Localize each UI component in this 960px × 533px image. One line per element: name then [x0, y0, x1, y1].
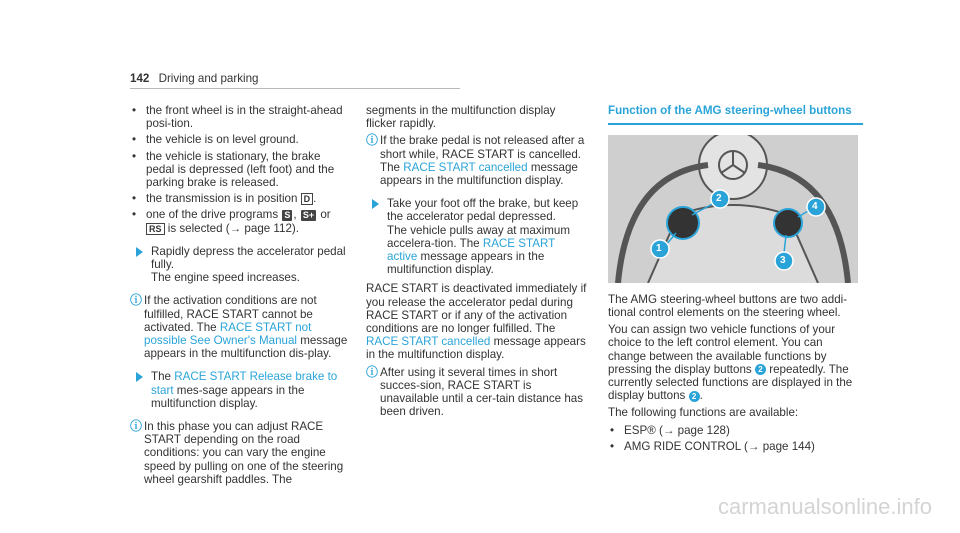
- page-number: 142: [130, 72, 150, 85]
- list-item: • the transmission is in position D .: [130, 192, 348, 205]
- callout-4: 4: [812, 200, 818, 212]
- info-icon: ⓘ: [366, 133, 379, 148]
- list-item: • one of the drive programs S , S+ or RS is selected (→ page 112).: [130, 208, 348, 234]
- note-item: ⓘ If the activation conditions are not fulfilled, RACE START cannot be activated. The RACE START not possible See Owner's Manual message appears in the multifunction dis-play.: [130, 293, 348, 361]
- callout-2: 2: [716, 192, 722, 204]
- note-item: ⓘ In this phase you can adjust RACE START depending on the road conditions: you can vary the engine speed by pulling on one of the steering wheel gearshift paddles. The: [130, 419, 344, 486]
- drive-program-race-icon: RS: [146, 223, 165, 235]
- display-button-2-icon: 2: [689, 391, 700, 402]
- right-column: [608, 104, 863, 456]
- section-divider: [608, 123, 863, 125]
- section-title: Function of the AMG steering-wheel buttons: [608, 104, 852, 117]
- page-header: [130, 72, 258, 85]
- step-arrow-icon: [136, 372, 143, 382]
- middle-column: [366, 104, 588, 421]
- info-icon: ⓘ: [130, 293, 143, 308]
- display-button-2-icon: 2: [755, 364, 766, 375]
- drive-program-s-icon: S: [284, 209, 291, 220]
- callout-3: 3: [780, 254, 786, 266]
- note-item: ⓘ After using it several times in short succes-sion, RACE START is unavailable until a cer-tain distance has been driven.: [366, 364, 584, 419]
- list-item: • the vehicle is on level ground.: [130, 133, 348, 146]
- transmission-d-icon: D: [301, 193, 314, 205]
- paragraph: You can assign two vehicle functions of your choice to the left control element. You can change between the available functions by pressing the display buttons 2 repeatedly. The currently selected functions are displayed in the display buttons 2 .: [608, 323, 853, 403]
- step-item: Rapidly depress the accelerator pedal fully. The engine speed increases.: [130, 245, 348, 285]
- chapter-title: Driving and parking: [158, 72, 259, 85]
- list-item: • AMG RIDE CONTROL (→ page 144): [608, 440, 863, 453]
- info-icon: ⓘ: [130, 419, 143, 434]
- paragraph: The AMG steering-wheel buttons are two addi-tional control elements on the steering wheel.: [608, 292, 848, 319]
- drive-program-splus-icon: S+: [302, 209, 315, 220]
- callout-1: 1: [656, 242, 662, 254]
- list-item: • the vehicle is stationary, the brake pedal is depressed (left foot) and the parking brake is released.: [130, 150, 348, 190]
- steering-wheel-illustration: [608, 135, 858, 283]
- continued-text: segments in the multifunction display flicker rapidly.: [366, 104, 556, 131]
- list-item: • the front wheel is in the straight-ahead posi-tion.: [130, 104, 348, 130]
- steering-wheel-icon: [608, 135, 858, 283]
- paragraph: RACE START is deactivated immediately if you release the accelerator pedal during RACE START or if any of the activation conditions are no longer fulfilled. The RACE START cancelled message appears in the multifunction display.: [366, 282, 587, 362]
- left-column: [130, 104, 348, 489]
- step-arrow-icon: [372, 199, 379, 209]
- step-item: The RACE START Release brake to start mes-sage appears in the multifunction display.: [130, 370, 348, 410]
- watermark: carmanualsonline.info: [717, 494, 932, 519]
- step-item: Take your foot off the brake, but keep the accelerator pedal depressed. The vehicle pulls away at maximum accelera-tion. The RACE START active message appears in the multifunction display.: [366, 197, 588, 276]
- note-item: ⓘ If the brake pedal is not released after a short while, RACE START is cancelled. The RACE START cancelled message appears in the multifunction display.: [366, 133, 585, 188]
- paragraph: The following functions are available:: [608, 406, 799, 420]
- step-arrow-icon: [136, 247, 143, 257]
- header-divider: [130, 88, 460, 89]
- info-icon: ⓘ: [366, 364, 379, 379]
- list-item: • ESP® (→ page 128): [608, 424, 863, 437]
